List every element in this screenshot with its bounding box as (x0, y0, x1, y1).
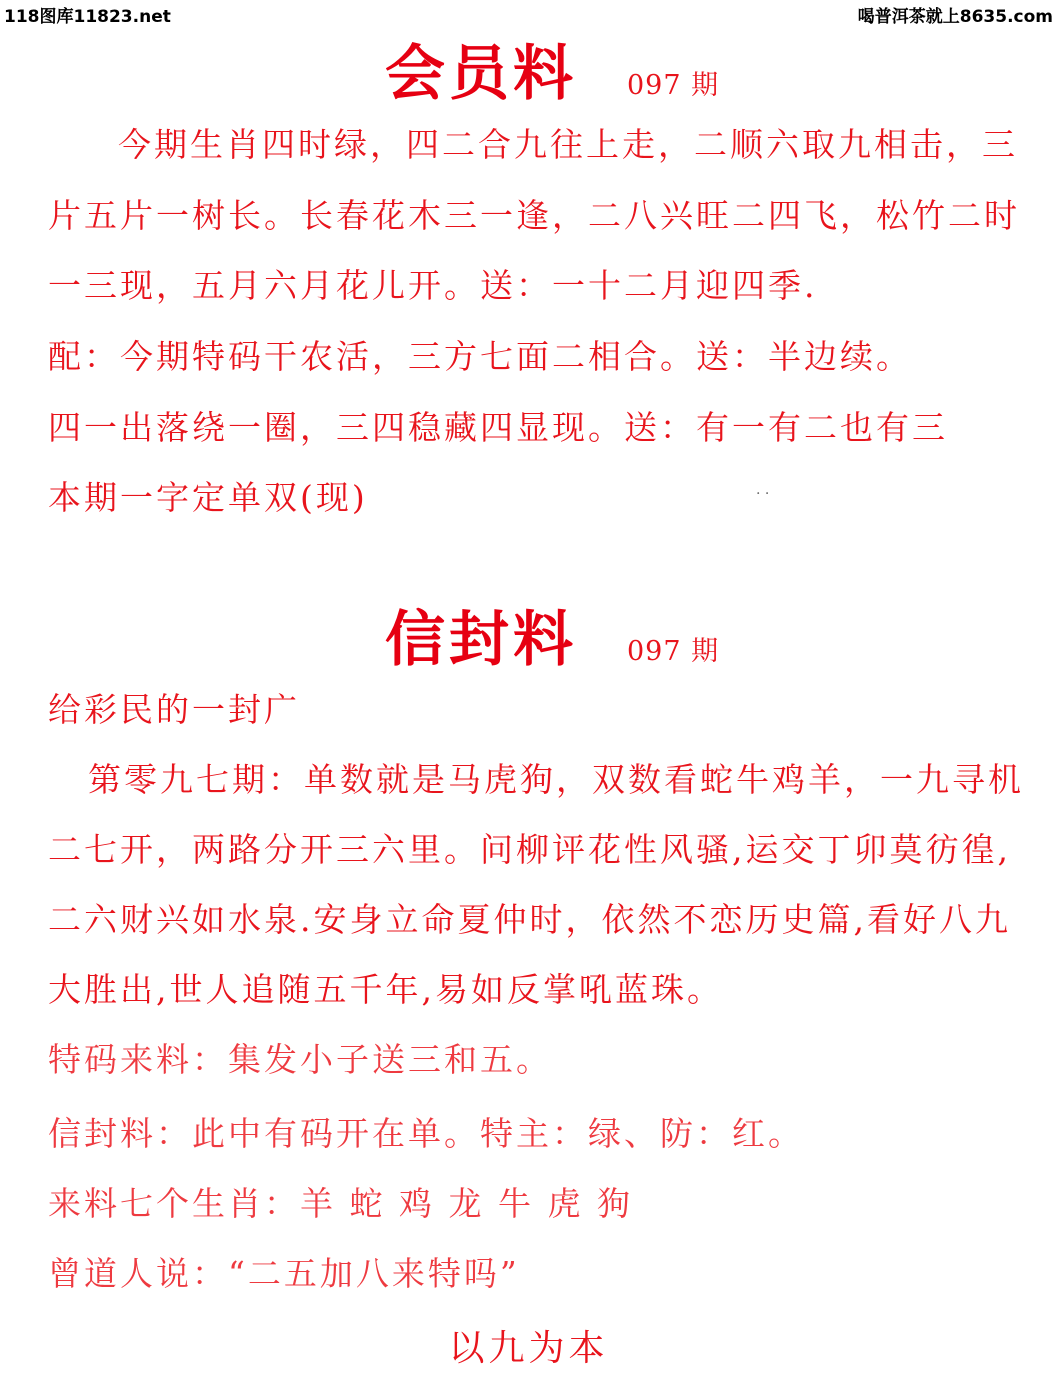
member-line-1: 今期生肖四时绿，四二合九往上走，二顺六取九相击，三 (118, 125, 1018, 164)
letter-line-8: 来料七个生肖：羊 蛇 鸡 龙 牛 虎 狗 (48, 1184, 633, 1223)
site-watermark-right: 喝普洱茶就上8635.com (857, 7, 1053, 27)
member-line-2: 片五片一树长。长春花木三一逢，二八兴旺二四飞，松竹二时 (48, 196, 1020, 235)
letter-issue: 097 期 (627, 636, 720, 667)
letter-line-4: 二六财兴如水泉.安身立命夏仲时，依然不恋历史篇,看好八九 (48, 900, 1011, 939)
letter-title: 信封料 (385, 605, 577, 675)
letter-section-title (385, 592, 719, 678)
letter-line-5: 大胜出,世人追随五千年,易如反掌吼蓝珠。 (48, 970, 723, 1009)
member-line-5: 四一出落绕一圈，三四稳藏四显现。送：有一有二也有三 (48, 408, 948, 447)
letter-line-9: 曾道人说：“二五加八来特吗” (48, 1254, 520, 1293)
letter-line-7: 信封料：此中有码开在单。特主：绿、防：红。 (48, 1114, 804, 1153)
site-watermark-left: 118图库11823.net (4, 7, 171, 27)
letter-line-6: 特码来料：集发小子送三和五。 (48, 1040, 552, 1079)
member-section-title (385, 26, 719, 112)
member-issue: 097 期 (627, 70, 720, 101)
member-line-4: 配：今期特码干农活，三方七面二相合。送：半边续。 (48, 337, 912, 376)
letter-line-3: 二七开，两路分开三六里。问柳评花性风骚,运交丁卯莫彷徨, (48, 830, 1011, 869)
member-title: 会员料 (385, 39, 577, 109)
letter-line-1: 给彩民的一封广 (48, 690, 300, 729)
letter-line-2: 第零九七期：单数就是马虎狗，双数看蛇牛鸡羊，一九寻机 (88, 760, 1024, 799)
footer-text: 以九为本 (448, 1328, 609, 1369)
member-line-3: 一三现，五月六月花儿开。送：一十二月迎四季. (48, 266, 818, 305)
member-line-6: 本期一字定单双(现) (48, 478, 368, 517)
stray-dots: . . (756, 482, 770, 498)
